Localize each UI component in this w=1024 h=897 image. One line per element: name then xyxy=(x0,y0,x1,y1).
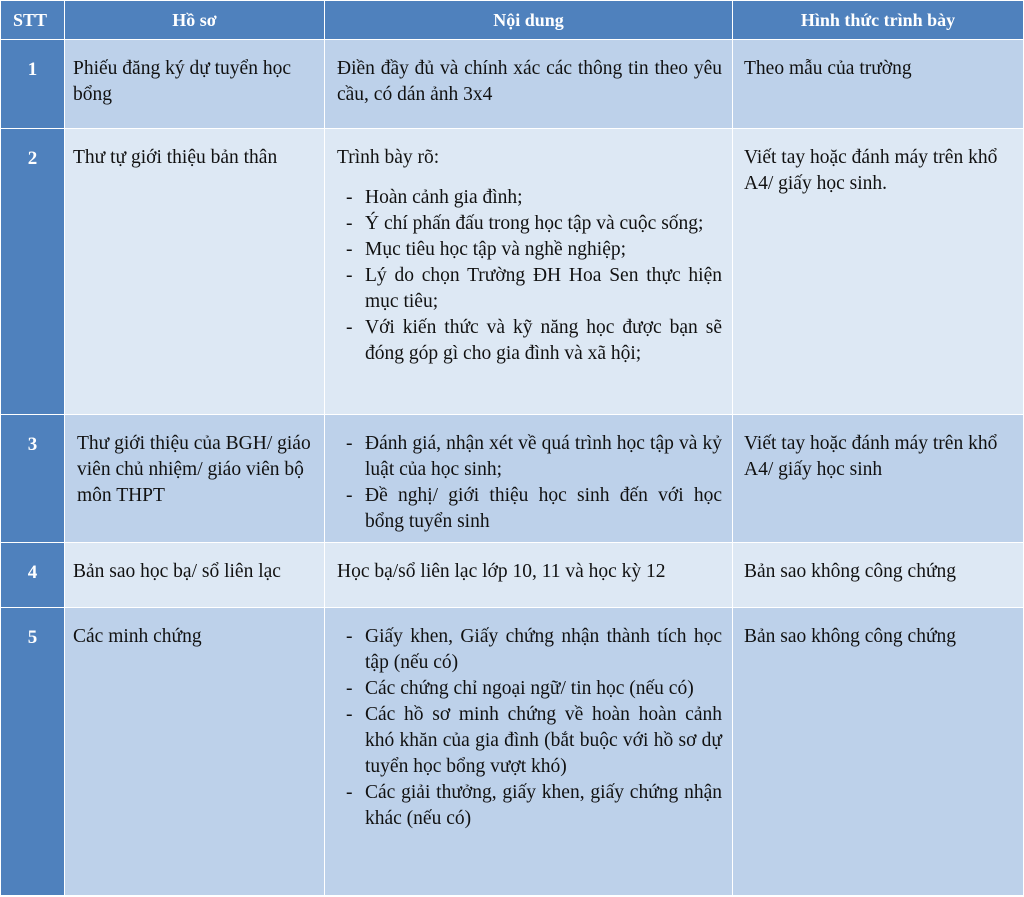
list-item: - Ý chí phấn đấu trong học tập và cuộc sống; xyxy=(346,213,704,234)
content-cell xyxy=(325,415,733,543)
format-text: Viết tay hoặc đánh máy trên khổ A4/ giấy học sinh xyxy=(733,415,1024,543)
table-row xyxy=(1,415,1024,543)
list-item: - Lý do chọn Trường ĐH Hoa Sen thực hiện mục tiêu; xyxy=(346,265,722,312)
list-item: - Hoàn cảnh gia đình; xyxy=(346,187,523,208)
list-item: - Đề nghị/ giới thiệu học sinh đến với học bổng tuyển sinh xyxy=(346,485,722,532)
table-row xyxy=(1,608,1024,896)
content-intro: Trình bày rõ: xyxy=(337,147,440,168)
list-item: - Giấy khen, Giấy chứng nhận thành tích học tập (nếu có) xyxy=(346,626,722,673)
table-row xyxy=(1,129,1024,415)
format-text: Bản sao không công chứng xyxy=(733,608,1024,896)
format-text: Theo mẫu của trường xyxy=(733,40,1024,129)
list-item: - Các hồ sơ minh chứng về hoàn hoàn cảnh khó khăn của gia đình (bắt buộc với hồ sơ dự tuyển học bổng vượt khó) xyxy=(346,704,722,777)
header-noi-dung: Nội dung xyxy=(325,1,733,40)
header-ho-so: Hồ sơ xyxy=(65,1,325,40)
row-number: 3 xyxy=(1,415,65,543)
content-text: Học bạ/sổ liên lạc lớp 10, 11 và học kỳ 12 xyxy=(325,543,733,608)
content-cell xyxy=(325,129,733,415)
document-name: Thư tự giới thiệu bản thân xyxy=(65,129,325,415)
list-item: - Đánh giá, nhận xét về quá trình học tập và kỷ luật của học sinh; xyxy=(346,433,722,480)
header-stt: STT xyxy=(1,1,65,40)
format-text: Bản sao không công chứng xyxy=(733,543,1024,608)
document-name: Thư giới thiệu của BGH/ giáo viên chủ nhiệm/ giáo viên bộ môn THPT xyxy=(65,415,325,543)
row-number: 5 xyxy=(1,608,65,896)
content-text: Điền đầy đủ và chính xác các thông tin theo yêu cầu, có dán ảnh 3x4 xyxy=(325,40,733,129)
list-item: - Các chứng chỉ ngoại ngữ/ tin học (nếu có) xyxy=(346,678,694,699)
document-name: Các minh chứng xyxy=(65,608,325,896)
document-name: Phiếu đăng ký dự tuyển học bổng xyxy=(65,40,325,129)
table-row xyxy=(1,40,1024,129)
header-hinh-thuc: Hình thức trình bày xyxy=(733,1,1024,40)
content-cell xyxy=(325,608,733,896)
table-header-row xyxy=(1,1,1024,40)
content-list xyxy=(337,624,722,832)
list-item: - Các giải thưởng, giấy khen, giấy chứng nhận khác (nếu có) xyxy=(346,782,722,829)
list-item: - Với kiến thức và kỹ năng học được bạn sẽ đóng góp gì cho gia đình và xã hội; xyxy=(346,317,722,364)
content-list xyxy=(337,185,722,367)
list-item: - Mục tiêu học tập và nghề nghiệp; xyxy=(346,239,627,260)
row-number: 2 xyxy=(1,129,65,415)
row-number: 4 xyxy=(1,543,65,608)
document-name: Bản sao học bạ/ sổ liên lạc xyxy=(65,543,325,608)
format-text: Viết tay hoặc đánh máy trên khổ A4/ giấy học sinh. xyxy=(733,129,1024,415)
row-number: 1 xyxy=(1,40,65,129)
table-row xyxy=(1,543,1024,608)
content-list xyxy=(337,431,722,535)
